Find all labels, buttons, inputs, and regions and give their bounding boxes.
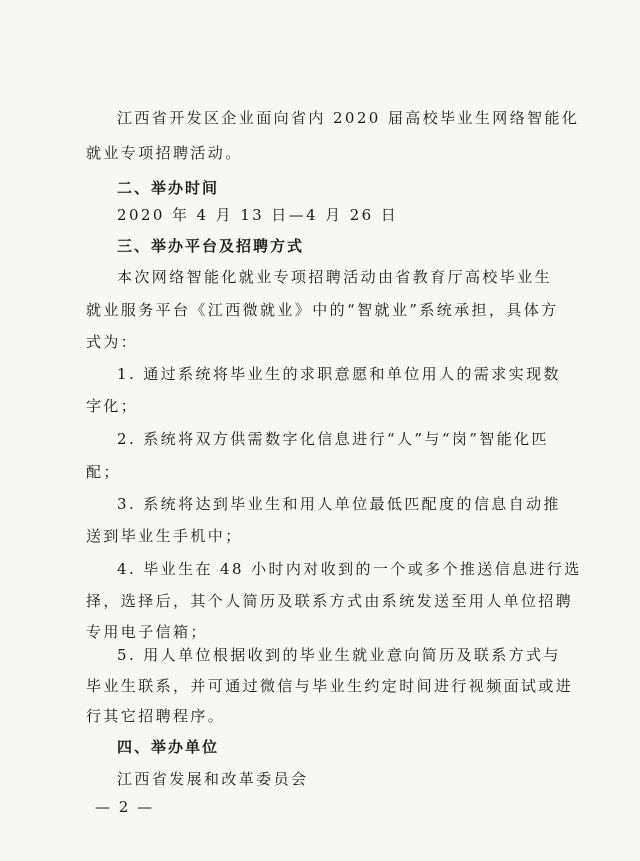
list-item-1-line-1: 1. 通过系统将毕业生的求职意愿和单位用人的需求实现数 — [117, 365, 561, 383]
list-item-4-line-1: 4. 毕业生在 48 小时内对收到的一个或多个推送信息进行选 — [117, 560, 582, 578]
list-item-5-line-3: 行其它招聘程序。 — [86, 707, 226, 725]
page-number: — 2 — — [95, 798, 155, 816]
section-heading-organizer: 四、举办单位 — [117, 738, 220, 756]
paragraph-platform-line-2: 就业服务平台《江西微就业》中的“智就业”系统承担，具体方 — [86, 301, 559, 319]
list-item-4-line-3: 专用电子信箱； — [86, 623, 208, 641]
paragraph-platform-line-1: 本次网络智能化就业专项招聘活动由省教育厅高校毕业生 — [117, 268, 553, 286]
paragraph-intro-line-1: 江西省开发区企业面向省内 2020 届高校毕业生网络智能化 — [117, 109, 580, 127]
section-heading-time: 二、举办时间 — [117, 179, 220, 197]
list-item-3-line-1: 3. 系统将达到毕业生和用人单位最低匹配度的信息自动推 — [117, 495, 561, 513]
event-dates: 2020 年 4 月 13 日—4 月 26 日 — [117, 206, 399, 224]
list-item-2-line-1: 2. 系统将双方供需数字化信息进行“人”与“岗”智能化匹 — [117, 430, 549, 448]
list-item-5-line-2: 毕业生联系，并可通过微信与毕业生约定时间进行视频面试或进 — [86, 677, 574, 695]
section-heading-platform: 三、举办平台及招聘方式 — [117, 237, 305, 255]
paragraph-platform-line-3: 式为： — [86, 333, 139, 351]
paragraph-intro-line-2: 就业专项招聘活动。 — [86, 144, 243, 162]
list-item-3-line-2: 送到毕业生手机中； — [86, 527, 243, 545]
organizer-name: 江西省发展和改革委员会 — [117, 770, 309, 788]
list-item-4-line-2: 择，选择后，其个人简历及联系方式由系统发送至用人单位招聘 — [86, 592, 574, 610]
list-item-5-line-1: 5. 用人单位根据收到的毕业生就业意向简历及联系方式与 — [117, 646, 561, 664]
list-item-1-line-2: 字化； — [86, 397, 139, 415]
list-item-2-line-2: 配； — [86, 463, 121, 481]
